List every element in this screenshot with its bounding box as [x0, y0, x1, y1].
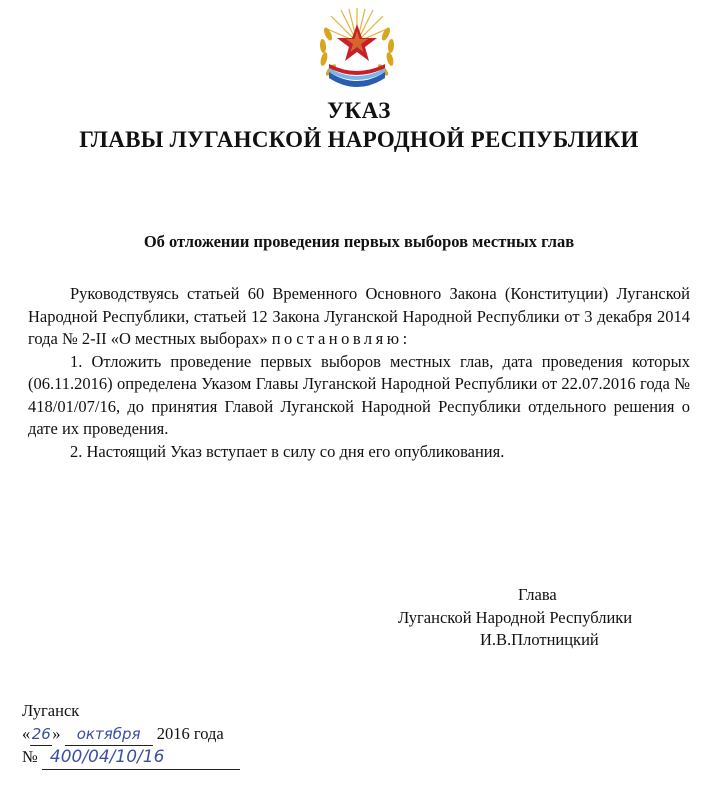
document-body	[28, 283, 690, 463]
signature-block	[398, 584, 698, 652]
decree-word: постановляю:	[271, 329, 411, 348]
document-subject: Об отложении проведения первых выборов местных глав	[143, 232, 575, 251]
signatory-position: Глава	[518, 585, 557, 604]
item-1: 1. Отложить проведение первых выборов местных глав, дата проведения которых (06.11.2016) определена Указом Главы Луганской Народной Республики от 22.07.2016 года № 418/01/07/16, до принятия Главой Луганской Народной Республики отдельного решения о дате их проведения.	[28, 351, 690, 438]
document-title: УКАЗ	[327, 98, 391, 123]
decree-number-handwritten: 400/04/10/16	[42, 746, 240, 770]
issue-month-handwritten: октября	[65, 723, 153, 747]
quote-open: «	[22, 723, 31, 743]
quote-close: »	[52, 723, 61, 743]
coat-of-arms-icon	[311, 6, 403, 90]
document-issuer: ГЛАВЫ ЛУГАНСКОЙ НАРОДНОЙ РЕСПУБЛИКИ	[79, 127, 639, 152]
signatory-name: И.В.Плотницкий	[480, 630, 599, 649]
preamble-paragraph	[28, 283, 690, 351]
number-sign: №	[22, 747, 38, 766]
issue-city: Луганск	[22, 701, 80, 720]
decree-number	[22, 746, 240, 770]
preamble-text: Руководствуясь статьей 60 Временного Основного Закона (Конституции) Луганской Народной Республики, статьей 12 Закона Луганской Народной Республики от 3 декабря 2014 года № 2-II «О местных выборах»	[28, 284, 690, 348]
issue-year: 2016 года	[156, 723, 224, 743]
issue-details	[22, 700, 240, 770]
issue-date	[22, 723, 240, 747]
signatory-organization: Луганской Народной Республики	[398, 607, 633, 627]
issue-day-handwritten: 26	[30, 723, 52, 747]
item-2: 2. Настоящий Указ вступает в силу со дня его опубликования.	[70, 441, 505, 461]
